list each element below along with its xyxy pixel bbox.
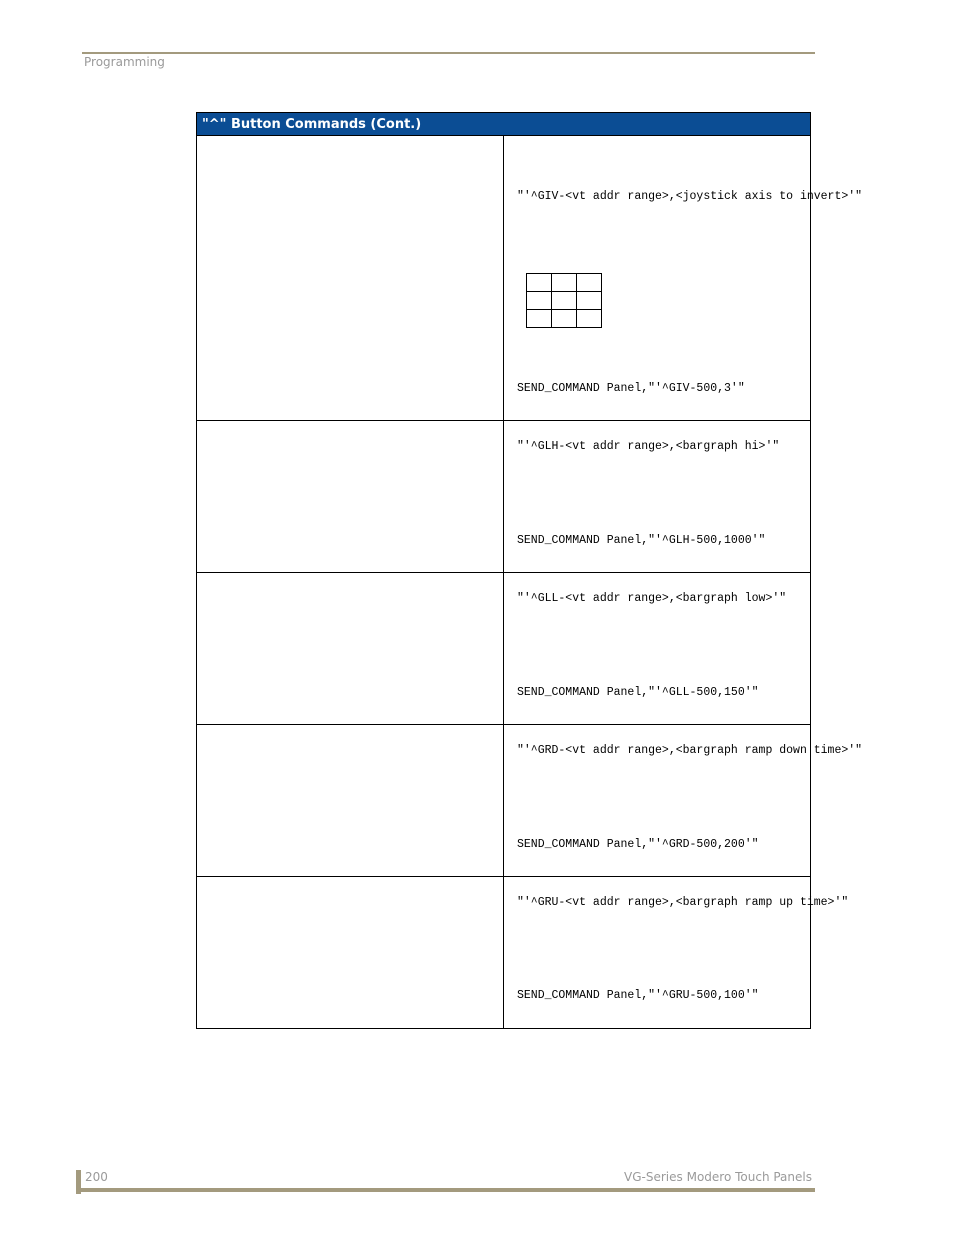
axis-grid	[526, 273, 602, 328]
header-rule	[82, 52, 815, 54]
table-row	[197, 573, 811, 725]
example-text: SEND_COMMAND Panel,"'^GIV-500,3'"	[517, 382, 745, 395]
table-row	[197, 725, 811, 877]
button-commands-table	[196, 112, 863, 1029]
syntax-text: "'^GIV-<vt addr range>,<joystick axis to invert>'"	[517, 190, 863, 203]
command-desc-cell	[504, 877, 849, 1029]
command-name-cell	[197, 421, 504, 573]
footer-rule	[76, 1188, 815, 1192]
table-row	[197, 421, 811, 573]
table-row	[197, 136, 811, 421]
example-text: SEND_COMMAND Panel,"'^GRU-500,100'"	[517, 989, 759, 1002]
command-name-cell	[197, 136, 504, 421]
syntax-text: "'^GRU-<vt addr range>,<bargraph ramp up time>'"	[517, 896, 849, 909]
example-text: SEND_COMMAND Panel,"'^GRD-500,200'"	[517, 838, 759, 851]
command-desc-cell	[504, 725, 863, 877]
section-header: Programming	[84, 55, 165, 69]
table-row	[197, 877, 811, 1029]
document-title: VG-Series Modero Touch Panels	[624, 1170, 812, 1184]
example-text: SEND_COMMAND Panel,"'^GLH-500,1000'"	[517, 534, 766, 547]
command-desc-cell	[504, 573, 811, 725]
syntax-text: "'^GLH-<vt addr range>,<bargraph hi>'"	[517, 440, 780, 453]
syntax-text: "'^GRD-<vt addr range>,<bargraph ramp down time>'"	[517, 744, 863, 757]
example-text: SEND_COMMAND Panel,"'^GLL-500,150'"	[517, 686, 759, 699]
syntax-text: "'^GLL-<vt addr range>,<bargraph low>'"	[517, 592, 787, 605]
command-name-cell	[197, 725, 504, 877]
command-name-cell	[197, 573, 504, 725]
table-title: "^" Button Commands (Cont.)	[197, 113, 811, 136]
command-name-cell	[197, 877, 504, 1029]
command-desc-cell	[504, 136, 863, 421]
command-desc-cell	[504, 421, 811, 573]
page-number: 200	[85, 1170, 108, 1184]
